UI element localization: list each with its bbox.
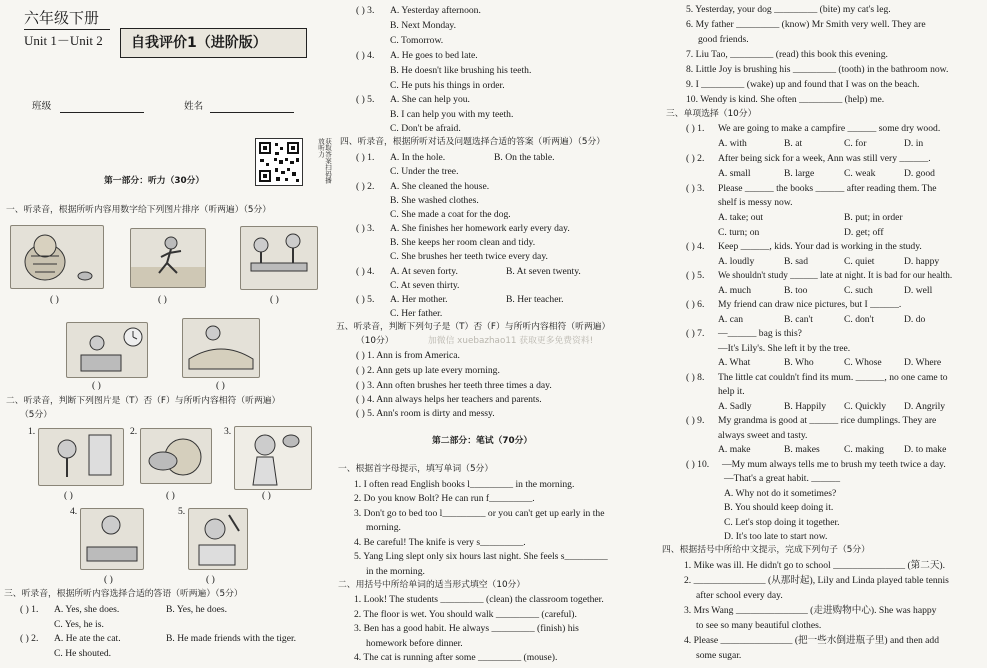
unit-label: Unit 1－Unit 2 [24,33,103,48]
qr-caption: 获取答案扫码播放听力 [317,138,332,184]
w1-item-cont: morning. [366,522,401,533]
class-field[interactable] [60,112,144,113]
option-a: A. In the hole. [390,152,446,163]
picture-number: 4. [70,506,78,517]
qr-code-image [256,139,302,185]
mc-5-number: ( ) 5. [686,270,705,281]
mc-stem: Keep ______, kids. Your dad is working in the study. [718,241,922,252]
option-d: D. Where [904,357,942,368]
option-d: D. happy [904,256,940,267]
w2-item: 1. Look! The students _________ (clean) the classroom together. [354,594,604,605]
mc-stem-cont: —It's Lily's. She left it by the tree. [718,343,851,354]
option-a: A. Her mother. [390,294,448,305]
answer-paren[interactable]: ( ) [158,294,167,305]
w2-item: 6. My father _________ (know) Mr Smith very well. They are [686,19,926,30]
option-a: A. make [718,444,751,455]
writing2-heading: 二、用括号中所给单词的适当形式填空（10分） [338,580,526,590]
option-b: B. sad [784,256,808,267]
option-b: B. Yes, he does. [166,604,228,615]
q4-1-number: ( ) 1. [356,152,375,163]
option-b: B. can't [784,314,813,325]
w1-item: 2. Do you know Bolt? He can run f_________. [354,493,535,504]
option-c: C. He shouted. [54,648,112,659]
picture-tiger-mouse [10,225,104,289]
q5-item: ( ) 2. Ann gets up late every morning. [356,365,500,376]
section3-heading: 三、听录音，根据所听内容选择合适的答语（听两遍）（5分） [4,589,243,599]
w4-item: 3. Mrs Wang _______________ (走进购物中心). She was happy [684,605,937,616]
option-d: D. It's too late to start now. [724,531,828,542]
option-d: D. get; off [844,227,884,238]
class-label: 班级 [32,101,52,112]
picture-number: 3. [224,426,232,437]
option-c: C. At seven thirty. [390,280,460,291]
mc-3-number: ( ) 3. [686,183,705,194]
option-b: B. You should keep doing it. [724,502,834,513]
option-b: B. Who [784,357,814,368]
q5-item: ( ) 1. Ann is from America. [356,350,460,361]
w2-item: 2. The floor is wet. You should walk _________ (careful). [354,609,577,620]
watermark: 加微信 xuebazhao11 获取更多免费资料! [428,336,594,346]
answer-paren[interactable]: ( ) [216,380,225,391]
picture-boy-desk [80,508,144,570]
option-b: B. I can help you with my teeth. [390,109,514,120]
option-d: D. good [904,168,935,179]
w1-item: 4. Be careful! The knife is very s_________. [354,537,526,548]
picture-number: 2. [130,426,138,437]
middle-column [334,0,654,668]
option-c: C. Yes, he is. [54,619,104,630]
w4-item: 2. _______________ (从那时起), Lily and Linda played table tennis [684,575,949,586]
part2-title: 第二部分：笔试（70分） [432,436,533,446]
option-b: B. She keeps her room clean and tidy. [390,237,536,248]
option-a: A. She finishes her homework early every day. [390,223,570,234]
section4-heading: 四、听录音，根据所听对话及问题选择合适的答案（听两遍）（5分） [340,137,606,147]
mc-stem-cont: help it. [718,386,745,397]
answer-paren[interactable]: ( ) [104,574,113,585]
option-c: C. Under the tree. [390,166,459,177]
answer-paren[interactable]: ( ) [64,490,73,501]
option-c: C. Tomorrow. [390,35,444,46]
answer-paren[interactable]: ( ) [206,574,215,585]
option-b: B. at [784,138,803,149]
option-a: A. What [718,357,751,368]
option-b: B. large [784,168,815,179]
option-a: A. At seven forty. [390,266,458,277]
option-a: A. Why not do it sometimes? [724,488,837,499]
option-a: A. Yesterday afternoon. [390,5,481,16]
w1-item: 5. Yang Ling slept only six hours last night. She feels s_________ [354,551,608,562]
mc-7-number: ( ) 7. [686,328,705,339]
q5-item: ( ) 4. Ann always helps her teachers and parents. [356,394,542,405]
option-c: C. for [844,138,867,149]
q4-2-number: ( ) 2. [356,181,375,192]
option-a: A. He ate the cat. [54,633,121,644]
option-c: C. He puts his things in order. [390,80,505,91]
picture-dog-globe [140,428,212,484]
q3-5-number: ( ) 5. [356,94,375,105]
w2-item: 3. Ben has a good habit. He always _________ (finish) his [354,623,579,634]
picture-number: 5. [178,506,186,517]
section5-points: （10分） [356,336,394,346]
w2-item: 10. Wendy is kind. She often _________ (help) me. [686,94,885,105]
option-c: C. Quickly [844,401,887,412]
option-a: A. Sadly [718,401,752,412]
option-c: C. turn; on [718,227,760,238]
option-b: B. put; in order [844,212,903,223]
option-c: C. Her father. [390,308,443,319]
answer-paren[interactable]: ( ) [92,380,101,391]
grade-underline [24,29,110,30]
option-b: B. He doesn't like brushing his teeth. [390,65,532,76]
w1-item: 3. Don't go to bed too l_________ or you can't get up early in the [354,508,605,519]
mc-1-number: ( ) 1. [686,123,705,134]
option-a: A. small [718,168,751,179]
q3-2-number: ( ) 2. [20,633,39,644]
q4-5-number: ( ) 5. [356,294,375,305]
mc-stem: —My mum always tells me to brush my teeth twice a day. [722,459,946,470]
option-a: A. take; out [718,212,764,223]
title-box [120,28,307,58]
answer-paren[interactable]: ( ) [270,294,279,305]
mc-4-number: ( ) 4. [686,241,705,252]
picture-boy-running [130,228,206,288]
w2-item-cont: homework before dinner. [366,638,463,649]
option-c: C. weak [844,168,876,179]
w4-item-cont: some sugar. [696,650,742,661]
right-column [660,0,987,668]
option-c: C. such [844,285,873,296]
q3-4-number: ( ) 4. [356,50,375,61]
option-a: A. can [718,314,744,325]
section1-heading: 一、听录音，根据所听内容用数字给下列图片排序（听两遍）（5分） [6,205,272,215]
mc-stem: After being sick for a week, Ann was still very ______. [718,153,931,164]
mc-stem: We are going to make a campfire ______ some dry wood. [718,123,941,134]
mc-2-number: ( ) 2. [686,153,705,164]
q5-item: ( ) 3. Ann often brushes her teeth three times a day. [356,380,552,391]
section2-points: （5分） [20,410,52,420]
option-a: A. loudly [718,256,755,267]
section2-heading: 二、听录音，判断下列图片是（T）否（F）与所听内容相符（听两遍） [6,396,281,406]
option-d: D. Angrily [904,401,946,412]
mc-stem-cont: shelf is messy now. [718,197,793,208]
mc-stem: —______ bag is this? [718,328,802,339]
mc-6-number: ( ) 6. [686,299,705,310]
picture-family-breakfast [240,226,318,290]
option-c: C. don't [844,314,874,325]
w2-item: 7. Liu Tao, _________ (read) this book this evening. [686,49,888,60]
option-b: B. He made friends with the tiger. [166,633,297,644]
mc-heading: 三、单项选择（10分） [666,109,757,119]
w4-item-cont: to see so many beautiful clothes. [696,620,822,631]
answer-paren[interactable]: ( ) [262,490,271,501]
picture-number: 1. [28,426,36,437]
option-a: A. She can help you. [390,94,470,105]
option-c: C. quiet [844,256,875,267]
option-d: D. in [904,138,924,149]
w2-item: 9. I _________ (wake) up and found that I was on the beach. [686,79,920,90]
option-c: C. She made a coat for the dog. [390,209,511,220]
mc-stem: My friend can draw nice pictures, but I ______. [718,299,902,310]
option-b: B. makes [784,444,820,455]
option-b: B. too [784,285,808,296]
w4-item: 1. Mike was ill. He didn't go to school _______________ (第二天). [684,560,946,571]
option-c: C. making [844,444,884,455]
w2-item: 5. Yesterday, your dog _________ (bite) my cat's leg. [686,4,891,15]
q4-3-number: ( ) 3. [356,223,375,234]
option-d: D. do [904,314,926,325]
option-a: A. much [718,285,752,296]
mc-stem-cont: —That's a great habit. ______ [724,473,841,484]
option-b: B. Her teacher. [506,294,564,305]
mc-10-number: ( ) 10. [686,459,710,470]
q5-item: ( ) 5. Ann's room is dirty and messy. [356,408,495,419]
option-c: C. Let's stop doing it together. [724,517,840,528]
answer-paren[interactable]: ( ) [50,294,59,305]
mc-stem: The little cat couldn't find its mum. ______, no one came to [718,372,948,383]
w1-item: 1. I often read English books l_________ in the morning. [354,479,575,490]
answer-paren[interactable]: ( ) [166,490,175,501]
option-a: A. with [718,138,747,149]
option-a: A. He goes to bed late. [390,50,478,61]
left-column [0,0,330,668]
w2-item: 8. Little Joy is brushing his _________ (tooth) in the bathroom now. [686,64,949,75]
option-c: C. Don't be afraid. [390,123,461,134]
mc-stem-cont: always sweet and tasty. [718,430,808,441]
option-a: A. She cleaned the house. [390,181,490,192]
mc-stem: Please ______ the books ______ after reading them. The [718,183,937,194]
picture-girl-toothbrush [188,508,248,570]
mc-8-number: ( ) 8. [686,372,705,383]
picture-boy-bed [182,318,260,378]
w4-item: 4. Please _______________ (把一些水倒进瓶子里) and then add [684,635,940,646]
q3-3-number: ( ) 3. [356,5,375,16]
option-a: A. Yes, she does. [54,604,120,615]
qr-code[interactable] [255,138,303,186]
mc-stem: We shouldn't study ______ late at night. It is bad for our health. [718,270,953,280]
picture-dog-brushing [38,428,124,486]
picture-girl-bird [234,426,312,490]
option-b: B. At seven twenty. [506,266,581,277]
part1-title: 第一部分：听力（30分） [104,176,205,186]
picture-boy-clock [66,322,148,378]
w4-item-cont: after school every day. [696,590,783,601]
option-c: C. She brushes her teeth twice every day. [390,251,548,262]
w2-item: 4. The cat is running after some _________ (mouse). [354,652,558,663]
w1-item-cont: in the morning. [366,566,425,577]
writing1-heading: 一、根据首字母提示，填写单词（5分） [338,464,494,474]
option-b: B. Happily [784,401,827,412]
w2-item-cont: good friends. [698,34,749,45]
option-b: B. Next Monday. [390,20,456,31]
option-b: B. She washed clothes. [390,195,479,206]
name-label: 姓名 [184,101,204,112]
option-d: D. well [904,285,933,296]
option-d: D. to make [904,444,947,455]
section5-heading: 五、听录音，判断下列句子是（T）否（F）与所听内容相符（听两遍） [336,322,611,332]
grade-label: 六年级下册 [24,9,100,27]
option-b: B. On the table. [494,152,555,163]
mc-9-number: ( ) 9. [686,415,705,426]
page-title: 自我评价1（进阶版） [131,35,267,51]
option-c: C. Whose [844,357,882,368]
mc-stem: My grandma is good at ______ rice dumplings. They are [718,415,937,426]
q4-4-number: ( ) 4. [356,266,375,277]
writing4-heading: 四、根据括号中所给中文提示，完成下列句子（5分） [662,545,870,555]
q3-1-number: ( ) 1. [20,604,39,615]
name-field[interactable] [210,112,294,113]
